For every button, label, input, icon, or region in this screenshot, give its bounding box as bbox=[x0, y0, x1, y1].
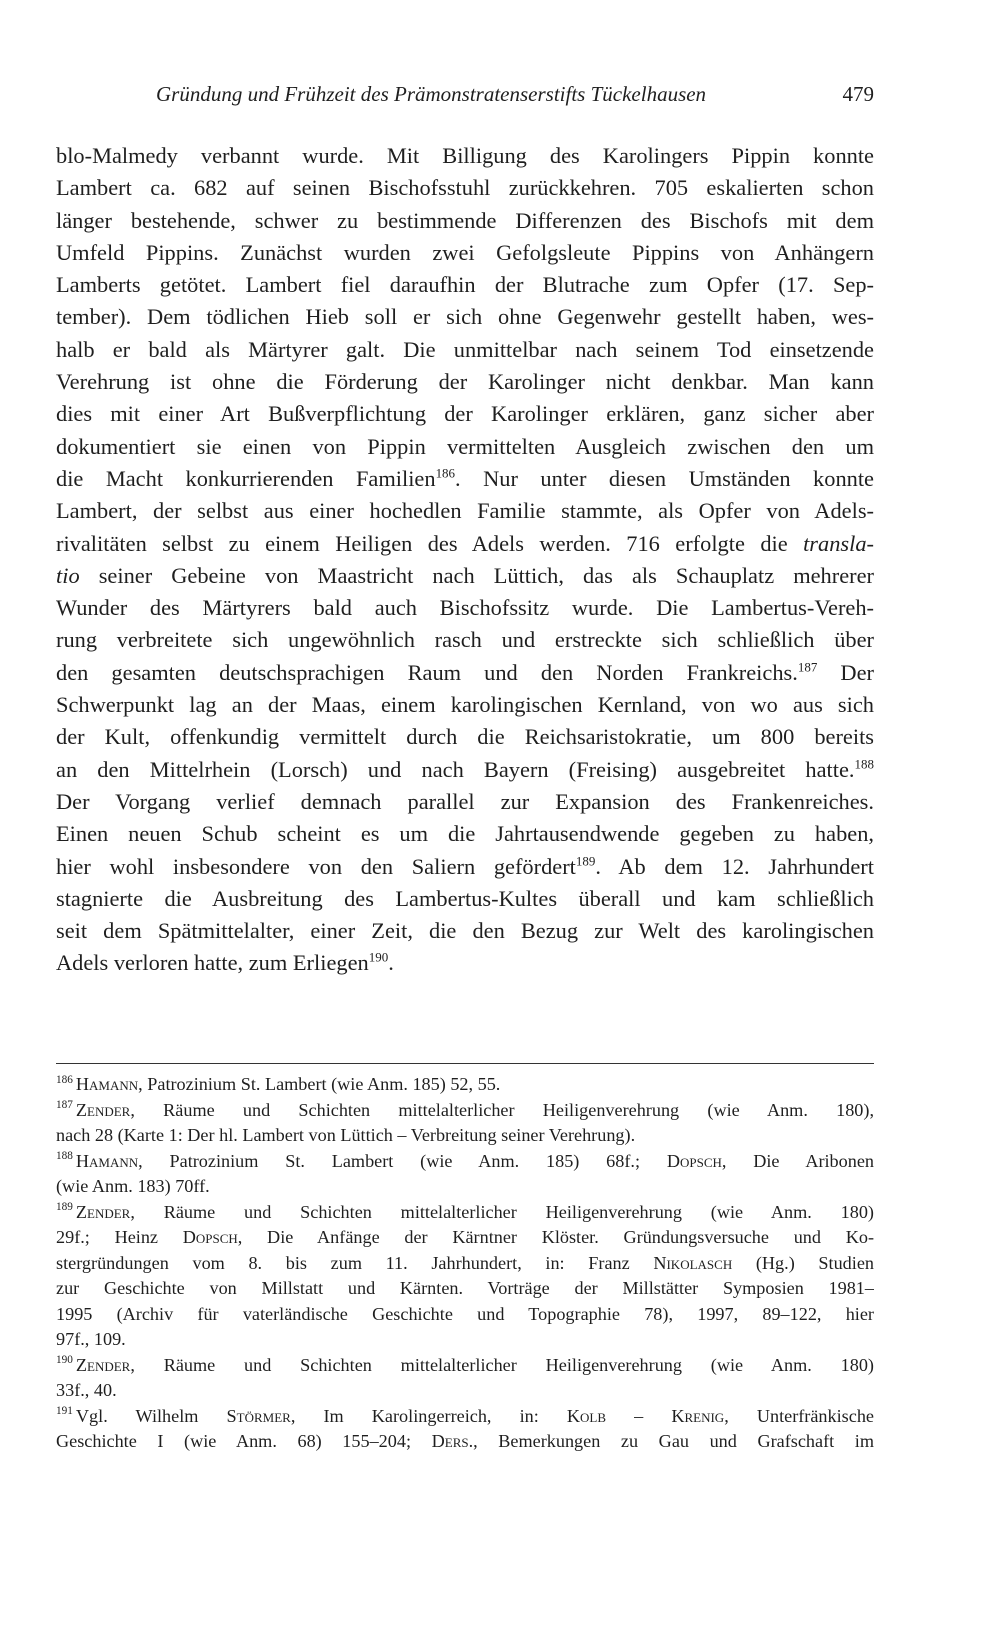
body-line: den gesamten deutschsprachigen Raum und den Norden Frankreichs.$^{187}$ Der bbox=[56, 659, 874, 685]
body-line: hier wohl insbesondere von den Saliern gefördert$^{189}$. Ab dem 12. Jahrhundert bbox=[56, 853, 874, 879]
footnote-ref[interactable]: 186 bbox=[435, 465, 456, 481]
body-line: dies mit einer Art Bußverpflichtung der Karolinger erklären, ganz sicher aber bbox=[56, 401, 874, 427]
body-line: tio seiner Gebeine von Maastricht nach Lüttich, das als Schauplatz mehrerer bbox=[56, 562, 874, 588]
body-line-last: Adels verloren hatte, zum Erliegen$^{190}$. bbox=[56, 949, 394, 976]
body-line: die Macht konkurrierenden Familien$^{186}$. Nur unter diesen Umständen konnte bbox=[56, 465, 874, 491]
footnote-ref[interactable]: 190 bbox=[368, 949, 389, 965]
body-line: Lambert ca. 682 auf seinen Bischofsstuhl zurückkehren. 705 eskalierten schon bbox=[56, 175, 874, 201]
body-line: rivalitäten selbst zu einem Heiligen des Adels werden. 716 erfolgte die transla- bbox=[56, 530, 874, 556]
footnote-186: $^{186}$ Hamann, Patrozinium St. Lambert (wie Anm. 185) 52, 55. bbox=[56, 1073, 501, 1094]
footnote-189: $^{189}$ Zender, Räume und Schichten mittelalterlicher Heiligenverehrung (wie Anm. 180) bbox=[56, 1201, 874, 1222]
footnote-number: 190 bbox=[56, 1354, 73, 1367]
footnote-line: zur Geschichte von Millstatt und Kärnten. Vorträge der Millstätter Symposien 1981– bbox=[56, 1278, 874, 1298]
body-text bbox=[56, 140, 874, 980]
body-line: länger bestehende, schwer zu bestimmende Differenzen des Bischofs mit dem bbox=[56, 207, 874, 233]
footnote-ref[interactable]: 188 bbox=[854, 756, 874, 772]
body-line: Schwerpunkt lag an der Maas, einem karolingischen Kernland, von wo aus sich bbox=[56, 692, 874, 718]
footnote-line: 97f., 109. bbox=[56, 1329, 126, 1349]
body-line: Lambert, der selbst aus einer hochedlen Familie stammte, als Opfer von Adels- bbox=[56, 498, 874, 524]
footnote-number: 191 bbox=[56, 1405, 73, 1418]
footnote-line: 33f., 40. bbox=[56, 1380, 117, 1400]
body-line: Verehrung ist ohne die Förderung der Karolinger nicht denkbar. Man kann bbox=[56, 369, 874, 395]
body-line: Wunder des Märtyrers bald auch Bischofssitz wurde. Die Lambertus-Vereh- bbox=[56, 595, 874, 621]
body-line: rung verbreitete sich ungewöhnlich rasch und erstreckte sich schließlich über bbox=[56, 627, 874, 653]
footnote-divider bbox=[56, 1063, 874, 1064]
body-line: Einen neuen Schub scheint es um die Jahrtausendwende gegeben zu haben, bbox=[56, 821, 874, 847]
body-line: der Kult, offenkundig vermittelt durch die Reichsaristokratie, um 800 bereits bbox=[56, 724, 874, 750]
footnote-line: 29f.; Heinz Dopsch, Die Anfänge der Kärntner Klöster. Gründungsversuche und Ko- bbox=[56, 1227, 874, 1247]
footnote-187: $^{187}$ Zender, Räume und Schichten mittelalterlicher Heiligenverehrung (wie Anm. 180), bbox=[56, 1099, 874, 1120]
footnote-191: $^{191}$ Vgl. Wilhelm Störmer, Im Karolingerreich, in: Kolb – Krenig, Unterfränkische bbox=[56, 1405, 874, 1426]
footnote-number: 188 bbox=[56, 1150, 73, 1163]
body-line: seit dem Spätmittelalter, einer Zeit, die den Bezug zur Welt des karolingischen bbox=[56, 918, 874, 944]
footnote-line: Geschichte I (wie Anm. 68) 155–204; Ders., Bemerkungen zu Gau und Grafschaft im bbox=[56, 1431, 874, 1451]
footnote-line: 1995 (Archiv für vaterländische Geschichte und Topographie 78), 1997, 89–122, hier bbox=[56, 1303, 874, 1324]
body-line: halb er bald als Märtyrer galt. Die unmittelbar nach seinem Tod einsetzende bbox=[56, 336, 874, 362]
body-line: tember). Dem tödlichen Hieb soll er sich ohne Gegenwehr gestellt haben, wes- bbox=[56, 304, 874, 330]
footnote-line: (wie Anm. 183) 70ff. bbox=[56, 1176, 210, 1196]
footnote-number: 189 bbox=[56, 1201, 73, 1214]
body-line: an den Mittelrhein (Lorsch) und nach Bayern (Freising) ausgebreitet hatte.$^{188}$ bbox=[56, 756, 874, 782]
footnote-number: 186 bbox=[56, 1073, 73, 1086]
body-line: stagnierte die Ausbreitung des Lambertus-Kultes überall und kam schließlich bbox=[56, 885, 874, 911]
footnote-ref[interactable]: 187 bbox=[797, 659, 818, 675]
running-head bbox=[56, 79, 874, 109]
body-line: dokumentiert sie einen von Pippin vermittelten Ausgleich zwischen den um bbox=[56, 433, 874, 459]
body-line: Der Vorgang verlief demnach parallel zur Expansion des Frankenreiches. bbox=[56, 788, 874, 814]
page-number: 479 bbox=[842, 82, 874, 106]
body-line: Umfeld Pippins. Zunächst wurden zwei Gefolgsleute Pippins von Anhängern bbox=[56, 239, 874, 265]
body-line: blo-Malmedy verbannt wurde. Mit Billigung des Karolingers Pippin konnte bbox=[56, 143, 874, 168]
footnote-number: 187 bbox=[56, 1099, 73, 1112]
footnote-ref[interactable]: 189 bbox=[575, 853, 596, 869]
body-line: Lamberts getötet. Lambert fiel daraufhin der Blutrache zum Opfer (17. Sep- bbox=[56, 272, 874, 298]
footnotes bbox=[56, 1072, 874, 1455]
footnote-line: nach 28 (Karte 1: Der hl. Lambert von Lüttich – Verbreitung seiner Verehrung). bbox=[56, 1125, 636, 1145]
footnote-190: $^{190}$ Zender, Räume und Schichten mittelalterlicher Heiligenverehrung (wie Anm. 180) bbox=[56, 1354, 874, 1375]
footnote-188: $^{188}$ Hamann, Patrozinium St. Lambert (wie Anm. 185) 68f.; Dopsch, Die Aribonen bbox=[56, 1150, 874, 1171]
footnote-line: stergründungen vom 8. bis zum 11. Jahrhundert, in: Franz Nikolasch (Hg.) Studien bbox=[56, 1252, 874, 1273]
running-title: Gründung und Frühzeit des Prämonstratenserstifts Tückelhausen bbox=[156, 82, 707, 106]
